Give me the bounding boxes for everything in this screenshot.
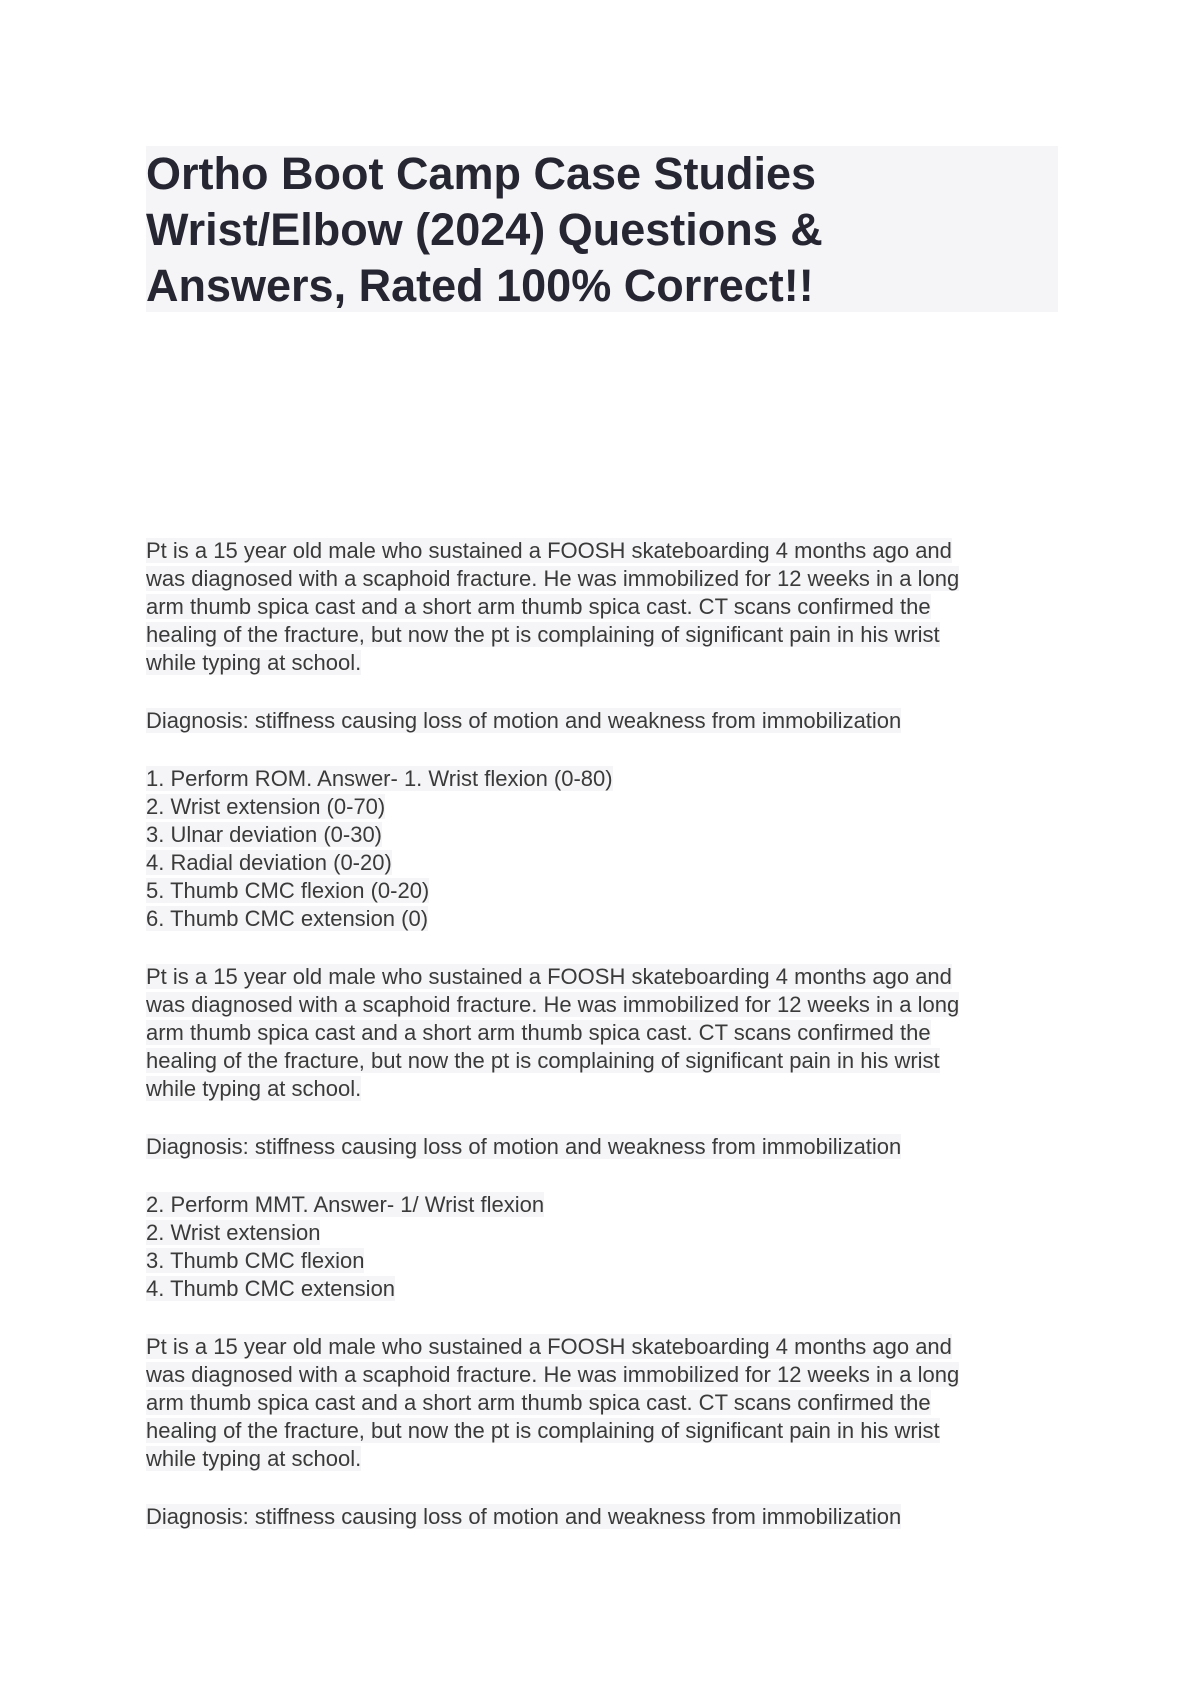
diagnosis [146,1503,1066,1531]
answer-line: 1. Perform ROM. Answer- 1. Wrist flexion (0-80) [146,766,613,791]
case-line: healing of the fracture, but now the pt is complaining of significant pain in his wrist [146,1048,940,1073]
case-line: Pt is a 15 year old male who sustained a FOOSH skateboarding 4 months ago and [146,964,952,989]
case-line: arm thumb spica cast and a short arm thumb spica cast. CT scans confirmed the [146,594,931,619]
answer-line: 5. Thumb CMC flexion (0-20) [146,878,430,903]
answer-line: 4. Radial deviation (0-20) [146,850,392,875]
case-line: while typing at school. [146,650,362,675]
document-body [146,537,1066,1561]
case-line: Pt is a 15 year old male who sustained a FOOSH skateboarding 4 months ago and [146,1334,952,1359]
case-description [146,1333,1066,1473]
answer-line: 2. Perform MMT. Answer- 1/ Wrist flexion [146,1192,545,1217]
title-line: Ortho Boot Camp Case Studies [146,148,817,199]
case-line: arm thumb spica cast and a short arm thumb spica cast. CT scans confirmed the [146,1390,931,1415]
title-line: Answers, Rated 100% Correct!! [146,260,814,311]
answer-line: 2. Wrist extension [146,1220,321,1245]
document-title [146,146,1058,312]
title-line: Wrist/Elbow (2024) Questions & [146,204,823,255]
answer-line: 3. Ulnar deviation (0-30) [146,822,383,847]
answer-line: 3. Thumb CMC flexion [146,1248,365,1273]
case-line: while typing at school. [146,1446,362,1471]
case-line: was diagnosed with a scaphoid fracture. He was immobilized for 12 weeks in a long [146,1362,960,1387]
case-line: healing of the fracture, but now the pt is complaining of significant pain in his wrist [146,1418,940,1443]
case-line: was diagnosed with a scaphoid fracture. He was immobilized for 12 weeks in a long [146,992,960,1017]
case-description [146,963,1066,1103]
diagnosis-line: Diagnosis: stiffness causing loss of motion and weakness from immobilization [146,1134,902,1159]
case-line: Pt is a 15 year old male who sustained a FOOSH skateboarding 4 months ago and [146,538,952,563]
case-line: healing of the fracture, but now the pt is complaining of significant pain in his wrist [146,622,940,647]
answer-line: 6. Thumb CMC extension (0) [146,906,429,931]
diagnosis [146,707,1066,735]
answer-line: 4. Thumb CMC extension [146,1276,396,1301]
diagnosis-line: Diagnosis: stiffness causing loss of motion and weakness from immobilization [146,708,902,733]
case-description [146,537,1066,677]
case-line: arm thumb spica cast and a short arm thumb spica cast. CT scans confirmed the [146,1020,931,1045]
case-line: was diagnosed with a scaphoid fracture. He was immobilized for 12 weeks in a long [146,566,960,591]
answer-line: 2. Wrist extension (0-70) [146,794,386,819]
diagnosis [146,1133,1066,1161]
case-line: while typing at school. [146,1076,362,1101]
diagnosis-line: Diagnosis: stiffness causing loss of motion and weakness from immobilization [146,1504,902,1529]
question-answer [146,1191,1066,1303]
question-answer [146,765,1066,933]
